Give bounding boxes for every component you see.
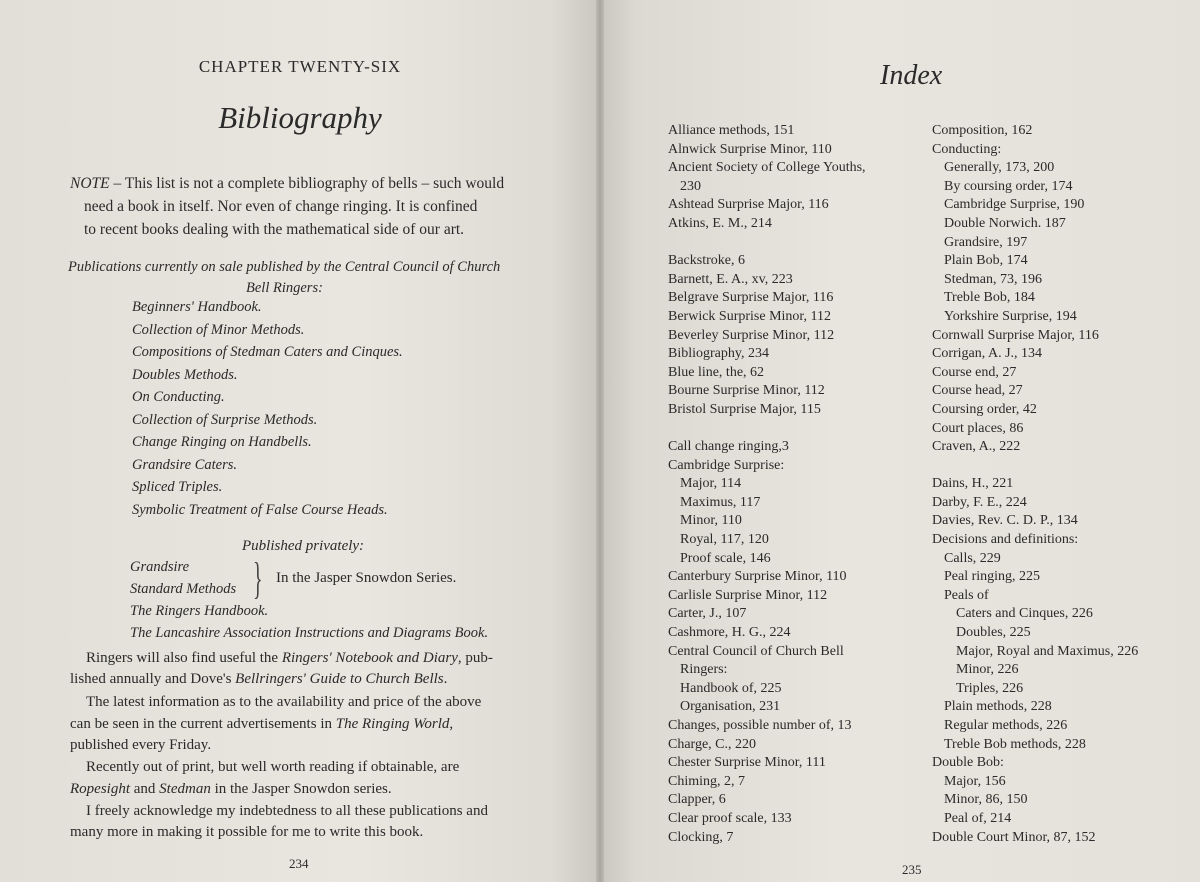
index-entry: Backstroke, 6 — [668, 253, 745, 269]
text-run: Ringers will also find useful the — [86, 650, 282, 666]
index-entry: Decisions and definitions: — [932, 532, 1079, 548]
index-entry: Conducting: — [932, 141, 1002, 157]
body-paragraph — [70, 779, 560, 801]
index-entry: Cambridge Surprise, 190 — [944, 197, 1085, 213]
list-item: Grandsire Caters. — [132, 456, 237, 473]
index-entry: Cashmore, H. G., 224 — [668, 625, 791, 641]
list-item: Change Ringing on Handbells. — [132, 434, 312, 450]
index-entry: Charge, C., 220 — [668, 736, 757, 752]
index-entry: Dains, H., 221 — [932, 476, 1014, 492]
index-entry: Yorkshire Surprise, 194 — [944, 308, 1077, 324]
index-entry: Carter, J., 107 — [668, 606, 747, 622]
index-entry: Double Court Minor, 87, 152 — [932, 829, 1096, 845]
note-line: need a book in itself. Nor even of change ringing. It is confined — [84, 198, 478, 215]
index-entry: Coursing order, 42 — [932, 401, 1037, 417]
text-run: . — [443, 671, 448, 687]
index-entry: Alliance methods, 151 — [668, 123, 795, 138]
publications-heading-line: Publications currently on sale published by the Central Council of Church — [68, 259, 501, 275]
text-run: Ringers' Notebook and Diary — [281, 650, 458, 666]
index-entry: Treble Bob, 184 — [944, 290, 1035, 306]
private-item: The Ringers Handbook. — [130, 603, 269, 619]
note-label: NOTE — [70, 175, 110, 192]
index-entry: Blue line, the, 62 — [668, 364, 765, 380]
page-title: Bibliography — [218, 100, 382, 135]
index-entry: Cornwall Surprise Major, 116 — [932, 327, 1099, 343]
index-column-2 — [932, 122, 1194, 847]
index-entry: 230 — [680, 178, 701, 194]
index-entry: Caters and Cinques, 226 — [956, 606, 1093, 622]
list-item: Symbolic Treatment of False Course Heads. — [132, 501, 388, 518]
index-entry: Berwick Surprise Minor, 112 — [668, 308, 832, 324]
series-note: In the Jasper Snowdon Series. — [276, 570, 457, 586]
page-number: 235 — [902, 862, 922, 877]
index-entry: Proof scale, 146 — [680, 550, 771, 566]
body-paragraph: Recently out of print, but well worth reading if obtainable, are — [86, 759, 460, 775]
text-run: Stedman — [159, 781, 211, 797]
note-paragraph — [70, 172, 562, 241]
index-entry: Peals of — [944, 587, 989, 603]
index-entry: Plain methods, 228 — [944, 699, 1052, 715]
index-entry: Doubles, 225 — [956, 625, 1031, 641]
index-entry: Generally, 173, 200 — [944, 160, 1055, 176]
brace-glyph: } — [253, 554, 263, 603]
index-entry: Calls, 229 — [944, 550, 1001, 566]
index-entry: Chiming, 2, 7 — [668, 773, 746, 789]
index-entry: Changes, possible number of, 13 — [668, 718, 852, 733]
text-run: , — [449, 716, 454, 732]
body-paragraph: The latest information as to the availability and price of the above — [86, 694, 482, 710]
index-entry: Stedman, 73, 196 — [944, 271, 1042, 287]
index-entry: Composition, 162 — [932, 123, 1033, 138]
index-entry: Maximus, 117 — [680, 494, 761, 510]
text-run: Bellringers' Guide to Church Bells — [235, 671, 444, 687]
index-entry: Bristol Surprise Major, 115 — [668, 401, 821, 417]
note-line: – This list is not a complete bibliography of bells – such would — [109, 175, 505, 192]
text-run: The Ringing World — [335, 716, 450, 732]
publications-list — [132, 296, 403, 521]
private-item: The Lancashire Association Instructions and Diagrams Book. — [130, 625, 489, 641]
index-gap — [668, 420, 928, 439]
body-paragraph: I freely acknowledge my indebtedness to all these publications and — [86, 803, 488, 819]
index-entry: Double Bob: — [932, 755, 1004, 771]
text-run: in the Jasper Snowdon series. — [210, 781, 392, 797]
index-entry: Craven, A., 222 — [932, 439, 1021, 455]
index-entry: Peal ringing, 225 — [944, 569, 1041, 585]
index-entry: Minor, 226 — [956, 662, 1019, 678]
index-entry: Peal of, 214 — [944, 810, 1012, 826]
list-item: Doubles Methods. — [132, 366, 238, 383]
index-column-1 — [668, 122, 928, 847]
list-item: Collection of Minor Methods. — [132, 321, 305, 338]
index-entry: Canterbury Surprise Minor, 110 — [668, 569, 847, 585]
index-entry: Regular methods, 226 — [944, 718, 1068, 733]
index-entry: Call change ringing,3 — [668, 439, 789, 455]
body-paragraph — [70, 669, 560, 691]
index-entry: Minor, 86, 150 — [944, 792, 1028, 808]
index-entry: Major, 156 — [944, 773, 1006, 789]
index-entry: Ringers: — [680, 662, 728, 678]
index-entry: Double Norwich. 187 — [944, 215, 1066, 231]
index-entry: Ancient Society of College Youths, — [668, 160, 866, 176]
text-run: , pub- — [457, 650, 493, 666]
index-entry: Clocking, 7 — [668, 829, 734, 845]
text-run: can be seen in the current advertisements in — [70, 716, 336, 732]
list-item: On Conducting. — [132, 389, 225, 405]
index-entry: Atkins, E. M., 214 — [668, 215, 772, 231]
index-entry: Belgrave Surprise Major, 116 — [668, 290, 834, 306]
index-entry: By coursing order, 174 — [944, 178, 1073, 194]
private-item: Standard Methods — [130, 581, 237, 597]
list-item: Collection of Surprise Methods. — [132, 411, 318, 428]
index-entry: Organisation, 231 — [680, 699, 781, 715]
publications-heading — [68, 257, 568, 299]
index-entry: Chester Surprise Minor, 111 — [668, 755, 826, 771]
index-title: Index — [880, 60, 943, 91]
index-entry: Alnwick Surprise Minor, 110 — [668, 141, 832, 157]
index-entry: Bibliography, 234 — [668, 346, 769, 362]
index-entry: Beverley Surprise Minor, 112 — [668, 327, 835, 343]
page-number: 234 — [289, 856, 309, 871]
right-page — [600, 0, 1200, 882]
index-entry: Court places, 86 — [932, 420, 1024, 436]
index-entry: Course head, 27 — [932, 383, 1023, 399]
body-paragraph: published every Friday. — [70, 737, 212, 753]
index-entry: Cambridge Surprise: — [668, 457, 785, 473]
body-paragraph — [86, 648, 566, 670]
index-entry: Grandsire, 197 — [944, 234, 1028, 250]
note-line: to recent books dealing with the mathematical side of our art. — [84, 221, 465, 238]
index-entry: Course end, 27 — [932, 364, 1017, 380]
chapter-heading: CHAPTER TWENTY-SIX — [198, 57, 402, 76]
text-run: and — [130, 781, 160, 797]
list-item: Beginners' Handbook. — [132, 299, 262, 315]
index-entry: Plain Bob, 174 — [944, 253, 1028, 269]
index-entry: Handbook of, 225 — [680, 680, 782, 696]
index-gap — [668, 234, 928, 253]
index-entry: Corrigan, A. J., 134 — [932, 346, 1043, 362]
publications-heading-line: Bell Ringers: — [246, 280, 323, 296]
index-entry: Central Council of Church Bell — [668, 643, 844, 659]
index-entry: Ashtead Surprise Major, 116 — [668, 197, 829, 213]
private-item: Grandsire — [130, 559, 190, 575]
index-entry: Darby, F. E., 224 — [932, 494, 1027, 510]
index-entry: Treble Bob methods, 228 — [944, 736, 1086, 752]
body-paragraph: many more in making it possible for me to write this book. — [70, 824, 424, 840]
body-paragraph — [70, 714, 565, 736]
index-entry: Major, 114 — [680, 476, 742, 492]
text-run: lished annually and Dove's — [70, 671, 236, 687]
index-entry: Royal, 117, 120 — [680, 532, 769, 548]
text-run: Ropesight — [70, 781, 130, 797]
index-entry: Barnett, E. A., xv, 223 — [668, 271, 793, 287]
list-item: Spliced Triples. — [132, 479, 223, 495]
index-entry: Triples, 226 — [956, 680, 1024, 696]
book-gutter — [596, 0, 604, 882]
index-entry: Minor, 110 — [680, 513, 742, 529]
index-entry: Carlisle Surprise Minor, 112 — [668, 587, 828, 603]
private-heading: Published privately: — [242, 538, 365, 554]
index-entry: Clear proof scale, 133 — [668, 810, 792, 826]
index-entry: Bourne Surprise Minor, 112 — [668, 383, 825, 399]
list-item: Compositions of Stedman Caters and Cinques. — [132, 344, 403, 360]
index-entry: Davies, Rev. C. D. P., 134 — [932, 513, 1078, 529]
index-gap — [932, 457, 1194, 476]
index-entry: Clapper, 6 — [668, 792, 726, 808]
index-entry: Major, Royal and Maximus, 226 — [956, 643, 1139, 659]
